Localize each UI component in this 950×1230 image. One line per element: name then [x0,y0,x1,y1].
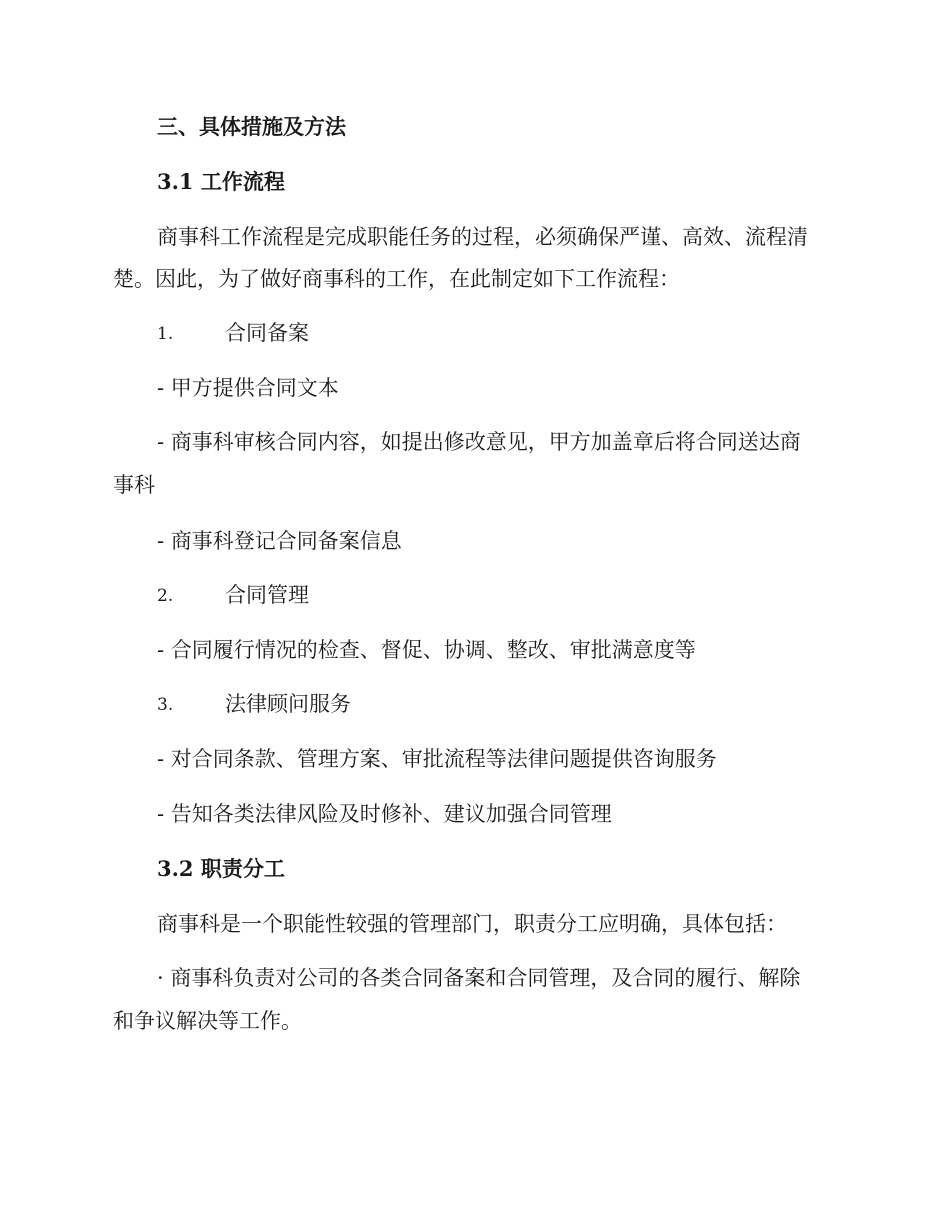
list-item-title-2: 合同管理 [225,583,309,607]
intro-paragraph-line-2: 楚。因此，为了做好商事科的工作，在此制定如下工作流程： [113,267,680,291]
subsection-title-3-2: 3.2 职责分工 [157,856,285,881]
item-3-bullet-1: - 对合同条款、管理方案、审批流程等法律问题提供咨询服务 [157,747,717,771]
section-title: 三、具体措施及方法 [157,114,346,139]
responsibility-bullet-line-1: · 商事科负责对公司的各类合同备案和合同管理，及合同的履行、解除 [157,966,801,990]
intro-paragraph-line-1: 商事科工作流程是完成职能任务的过程，必须确保严谨、高效、流程清 [157,225,808,249]
list-item-number-1: 1. [157,324,174,344]
item-1-bullet-1: - 甲方提供合同文本 [157,376,339,400]
list-item-title-1: 合同备案 [225,321,309,345]
subsection-title-3-1: 3.1 工作流程 [157,169,285,194]
responsibility-bullet-line-2: 和争议解决等工作。 [113,1009,302,1033]
responsibility-intro: 商事科是一个职能性较强的管理部门，职责分工应明确，具体包括： [157,912,787,936]
list-item-title-3: 法律顾问服务 [225,692,351,716]
item-3-bullet-2: - 告知各类法律风险及时修补、建议加强合同管理 [157,802,612,826]
list-item-number-2: 2. [157,586,174,606]
list-item-number-3: 3. [157,695,174,715]
item-2-bullet-1: - 合同履行情况的检查、督促、协调、整改、审批满意度等 [157,638,696,662]
item-1-bullet-2-continuation: 事科 [113,473,155,497]
item-1-bullet-3: - 商事科登记合同备案信息 [157,529,402,553]
item-1-bullet-2: - 商事科审核合同内容，如提出修改意见，甲方加盖章后将合同送达商 [157,430,801,454]
